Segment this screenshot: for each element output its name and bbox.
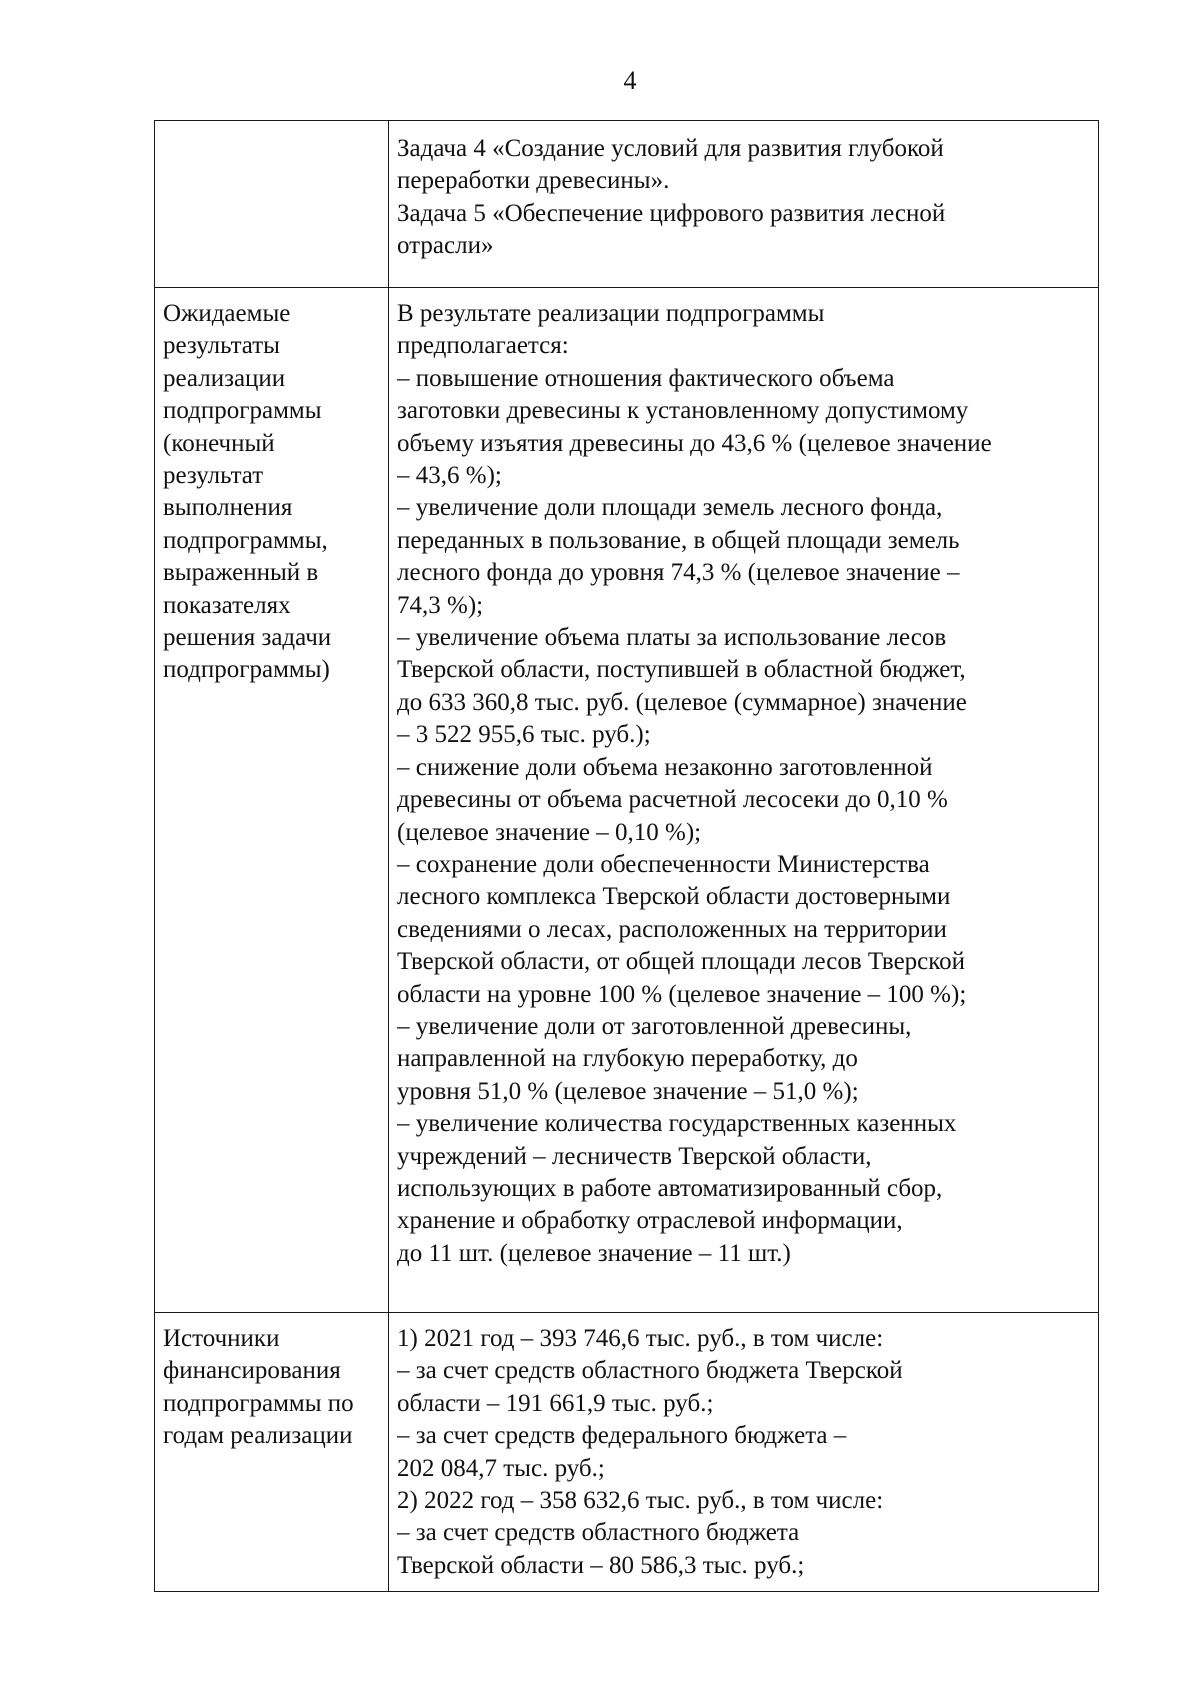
row-content-line: – увеличение объема платы за использование лесов bbox=[397, 624, 947, 652]
row-content-line: до 11 шт. (целевое значение – 11 шт.) bbox=[397, 1239, 791, 1267]
row-content-line: – увеличение доли от заготовленной древесины, bbox=[397, 1012, 912, 1040]
row-label-line: подпрограммы) bbox=[163, 656, 330, 684]
row-content-line: (целевое значение – 0,10 %); bbox=[397, 818, 702, 846]
row-content-line: 74,3 %); bbox=[397, 591, 484, 619]
row-content-line: 202 084,7 тыс. руб.; bbox=[397, 1454, 605, 1482]
row-content-line: хранение и обработку отраслевой информации, bbox=[397, 1207, 903, 1235]
row-label-line: Ожидаемые bbox=[163, 300, 291, 327]
row-label-cell bbox=[155, 288, 389, 1313]
row-content-cell bbox=[389, 121, 1099, 288]
row-content-line: направленной на глубокую переработку, до bbox=[397, 1045, 858, 1073]
row-content-line: объему изъятия древесины до 43,6 % (целевое значение bbox=[397, 429, 992, 457]
row-content-line: – увеличение доли площади земель лесного фонда, bbox=[397, 494, 943, 522]
row-content-line: – за счет средств областного бюджета Тверской bbox=[397, 1357, 903, 1385]
row-label-line: годам реализации bbox=[163, 1422, 353, 1450]
row-label-line: результаты bbox=[163, 332, 280, 360]
row-label-line: показателях bbox=[163, 591, 291, 619]
row-content-line: уровня 51,0 % (целевое значение – 51,0 %); bbox=[397, 1077, 859, 1105]
row-label-line: подпрограммы, bbox=[163, 526, 328, 554]
row-content-cell bbox=[389, 288, 1099, 1313]
row-label-line: (конечный bbox=[163, 429, 275, 457]
row-content-line: – повышение отношения фактического объема bbox=[397, 364, 895, 392]
row-content-line: области – 191 661,9 тыс. руб.; bbox=[397, 1389, 714, 1417]
row-content-line: до 633 360,8 тыс. руб. (целевое (суммарное) значение bbox=[397, 688, 967, 716]
row-content-line: учреждений – лесничеств Тверской области, bbox=[397, 1142, 872, 1170]
row-content-line: – за счет средств областного бюджета bbox=[397, 1519, 800, 1547]
row-content-line: 1) 2021 год – 393 746,6 тыс. руб., в том числе: bbox=[397, 1325, 884, 1352]
row-label-line: результат bbox=[163, 462, 264, 490]
row-label-cell bbox=[155, 121, 389, 288]
row-content-line: Тверской области – 80 586,3 тыс. руб.; bbox=[397, 1551, 805, 1579]
row-label-cell bbox=[155, 1313, 389, 1592]
row-content-line: – сохранение доли обеспеченности Министерства bbox=[397, 850, 930, 878]
row-content-line: сведениями о лесах, расположенных на территории bbox=[397, 915, 947, 943]
row-content-line: лесного комплекса Тверской области достоверными bbox=[397, 883, 951, 911]
row-content-line: – снижение доли объема незаконно заготовленной bbox=[397, 753, 933, 781]
row-content-line: использующих в работе автоматизированный сбор, bbox=[397, 1174, 943, 1202]
row-label-line: реализации bbox=[163, 364, 286, 392]
row-content-line: – за счет средств федерального бюджета – bbox=[397, 1422, 847, 1450]
row-content-line: древесины от объема расчетной лесосеки до 0,10 % bbox=[397, 786, 948, 814]
row-content-cell bbox=[389, 1313, 1099, 1592]
row-content-line: отрасли» bbox=[397, 232, 494, 260]
row-content-line: 2) 2022 год – 358 632,6 тыс. руб., в том числе: bbox=[397, 1487, 884, 1515]
page-number: 4 bbox=[623, 66, 637, 95]
row-label-line: финансирования bbox=[163, 1357, 341, 1385]
table-row bbox=[155, 1313, 1099, 1592]
row-content-line: заготовки древесины к установленному допустимому bbox=[397, 397, 969, 425]
row-content-line: области на уровне 100 % (целевое значение – 100 %); bbox=[397, 980, 967, 1008]
row-label-line: выраженный в bbox=[163, 559, 319, 587]
row-content-line: – 3 522 955,6 тыс. руб.); bbox=[397, 721, 651, 749]
row-content-line: Задача 4 «Создание условий для развития глубокой bbox=[397, 135, 944, 162]
row-content-line: – 43,6 %); bbox=[397, 462, 502, 490]
row-label-line: подпрограммы по bbox=[163, 1389, 354, 1417]
row-label-line: Источники bbox=[163, 1325, 280, 1352]
row-content-line: предполагается: bbox=[397, 332, 569, 360]
row-content-line: переработки древесины». bbox=[397, 167, 670, 195]
passport-table bbox=[154, 120, 1099, 1592]
row-content-line: В результате реализации подпрограммы bbox=[397, 300, 825, 327]
row-content-line: Тверской области, поступившей в областной бюджет, bbox=[397, 656, 966, 684]
row-content-line: Тверской области, от общей площади лесов Тверской bbox=[397, 948, 966, 976]
row-content-line: лесного фонда до уровня 74,3 % (целевое значение – bbox=[397, 559, 960, 587]
row-content-line: – увеличение количества государственных казенных bbox=[397, 1110, 957, 1138]
table-row bbox=[155, 288, 1099, 1313]
table-row bbox=[155, 121, 1099, 288]
row-content-line: переданных в пользование, в общей площади земель bbox=[397, 526, 960, 554]
row-content-line: Задача 5 «Обеспечение цифрового развития лесной bbox=[397, 199, 946, 227]
row-label-line: подпрограммы bbox=[163, 397, 322, 425]
row-label-line: выполнения bbox=[163, 494, 293, 522]
row-label-line: решения задачи bbox=[163, 624, 332, 652]
